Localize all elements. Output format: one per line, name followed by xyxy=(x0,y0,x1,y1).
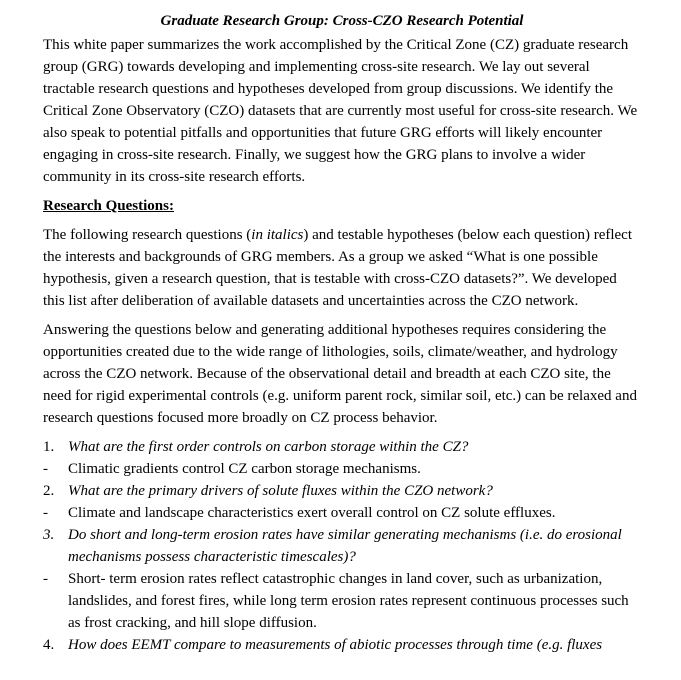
research-question: How does EEMT compare to measurements of abiotic processes through time (e.g. fluxes xyxy=(68,637,603,653)
questions-text-italic: in italics xyxy=(251,227,304,243)
list-marker: 1. xyxy=(43,439,55,455)
questions-list xyxy=(43,436,641,656)
list-marker: 2. xyxy=(43,483,55,499)
list-item xyxy=(43,458,641,480)
list-marker: 3. xyxy=(43,527,55,543)
research-question: Do short and long-term erosion rates have similar generating mechanisms (i.e. do erosional mechanisms possess characteristic timescales)? xyxy=(68,527,622,565)
list-item xyxy=(43,480,641,502)
research-question: What are the primary drivers of solute fluxes within the CZO network? xyxy=(68,483,493,499)
list-item xyxy=(43,436,641,458)
hypothesis: Climate and landscape characteristics exert overall control on CZ solute effluxes. xyxy=(68,505,556,521)
list-item xyxy=(43,524,641,568)
intro-paragraph: This white paper summarizes the work accomplished by the Critical Zone (CZ) graduate research group (GRG) towards developing and implementing cross-site research. We lay out several tractable research questions and hypotheses developed from group discussions. We identify the Critical Zone Observatory (CZO) datasets that are currently most useful for cross-site research. We also speak to potential pitfalls and opportunities that future GRG efforts will likely encounter engaging in cross-site research. Finally, we suggest how the GRG plans to involve a wider community in its cross-site research efforts. xyxy=(43,37,638,185)
context-paragraph: Answering the questions below and generating additional hypotheses requires considering the opportunities created due to the wide range of lithologies, soils, climate/weather, and hydrology across the CZO network. Because of the observational detail and breadth at each CZO site, the need for rigid experimental controls (e.g. uniform parent rock, similar soil, etc.) can be relaxed and research questions focused more broadly on CZ process behavior. xyxy=(43,322,637,426)
list-item xyxy=(43,502,641,524)
list-marker: - xyxy=(43,571,48,587)
list-marker: - xyxy=(43,461,48,477)
list-marker: 4. xyxy=(43,637,55,653)
questions-text-after: ) and testable hypotheses (below each question) reflect the interests and backgrounds of GRG members. As a group we asked “What is one possible hypothesis, given a research question, that is testable with cross-CZO datasets?”. We developed this list after deliberation of available datasets and uncertainties across the CZO network. xyxy=(43,227,632,309)
hypothesis: Short- term erosion rates reflect catastrophic changes in land cover, such as urbanization, landslides, and forest fires, while long term erosion rates represent continuous processes such as frost cracking, and hill slope diffusion. xyxy=(68,571,629,631)
hypothesis: Climatic gradients control CZ carbon storage mechanisms. xyxy=(68,461,421,477)
questions-text-before: The following research questions ( xyxy=(43,227,252,243)
section-heading: Research Questions: xyxy=(43,198,174,214)
questions-paragraph xyxy=(43,224,641,312)
research-question: What are the first order controls on carbon storage within the CZ? xyxy=(68,439,469,455)
list-marker: - xyxy=(43,505,48,521)
list-item xyxy=(43,634,641,656)
list-item xyxy=(43,568,641,634)
document-title: Graduate Research Group: Cross-CZO Research Potential xyxy=(160,13,524,29)
